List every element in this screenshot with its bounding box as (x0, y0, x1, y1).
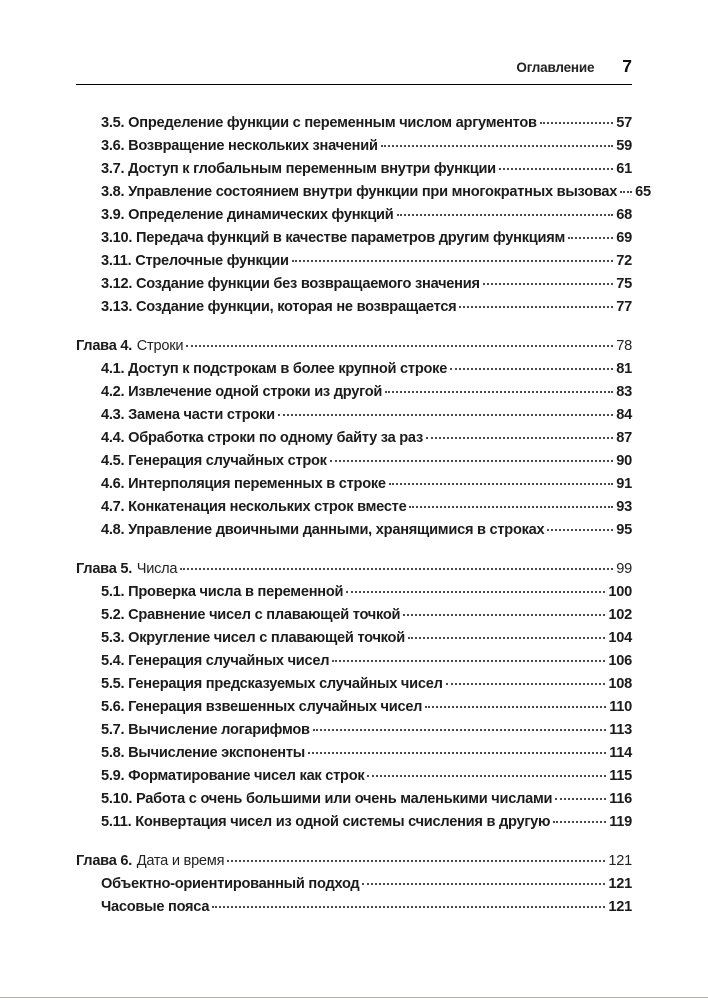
header-page-number: 7 (622, 56, 632, 76)
dot-leader (330, 460, 614, 462)
toc-chapter-title: Числа (136, 561, 178, 577)
toc-page-number: 69 (616, 230, 632, 246)
dot-leader (409, 506, 613, 508)
toc-entry-row (76, 158, 632, 181)
dot-leader (186, 345, 613, 347)
toc-chapter-prefix: Глава 5. (76, 561, 133, 577)
toc-chapter-prefix: Глава 6. (76, 853, 133, 869)
dot-leader (278, 414, 613, 416)
toc-page-number: 57 (616, 115, 632, 131)
toc-entry-label: 3.8. Управление состоянием внутри функции при многократных вызовах (101, 184, 618, 200)
toc-entry-label: 4.1. Доступ к подстрокам в более крупной строке (101, 361, 448, 377)
toc-entry-row (76, 896, 632, 919)
toc-page-number: 61 (616, 161, 632, 177)
dot-leader (362, 883, 605, 885)
toc-entry-label: 5.5. Генерация предсказуемых случайных чисел (101, 676, 443, 692)
toc-entry-label: 3.13. Создание функции, которая не возвращается (101, 299, 457, 315)
toc-entry-row (76, 204, 632, 227)
toc-entry-label: Часовые пояса (101, 899, 210, 915)
toc-entry-label: 4.2. Извлечение одной строки из другой (101, 384, 383, 400)
toc-entry-row (76, 358, 632, 381)
toc-entry-label: 3.11. Стрелочные функции (101, 253, 289, 269)
toc-entry-row (76, 181, 651, 204)
toc-page-number: 113 (609, 722, 632, 738)
dot-leader (483, 283, 614, 285)
toc-entry-label: 3.9. Определение динамических функций (101, 207, 394, 223)
toc-entry-row (76, 788, 632, 811)
toc-entry-row (76, 604, 632, 627)
dot-leader (332, 660, 605, 662)
toc-entry-label: 5.2. Сравнение чисел с плавающей точкой (101, 607, 401, 623)
toc-page-number: 110 (609, 699, 632, 715)
toc-entry-row (76, 742, 632, 765)
toc-chapter-row (76, 335, 632, 358)
toc-entry-label: 3.6. Возвращение нескольких значений (101, 138, 378, 154)
toc-page-number: 87 (616, 430, 632, 446)
toc-entry-label: 4.3. Замена части строки (101, 407, 275, 423)
toc-entry-label: 3.10. Передача функций в качестве параметров другим функциям (101, 230, 566, 246)
dot-leader (425, 706, 606, 708)
dot-leader (389, 483, 613, 485)
header-rule (76, 84, 632, 85)
toc-entry-row (76, 519, 632, 542)
toc-page-number: 116 (609, 791, 632, 807)
toc-chapter-label (76, 335, 183, 358)
dot-leader (540, 122, 614, 124)
toc-chapter-title: Дата и время (136, 853, 225, 869)
toc-entry-label: 5.1. Проверка числа в переменной (101, 584, 344, 600)
page-header (76, 56, 632, 77)
toc-page-number: 114 (609, 745, 632, 761)
toc-entry-row (76, 473, 632, 496)
dot-leader (450, 368, 613, 370)
dot-leader (459, 306, 613, 308)
toc-page-number: 100 (608, 584, 632, 600)
dot-leader (620, 191, 632, 193)
dot-leader (568, 237, 613, 239)
dot-leader (499, 168, 613, 170)
toc-chapter-title: Строки (136, 338, 184, 354)
toc-entry-label: 5.8. Вычисление экспоненты (101, 745, 305, 761)
toc-chapter-label (76, 850, 224, 873)
dot-leader (381, 145, 614, 147)
toc-entry-row (76, 719, 632, 742)
toc-entry-label: 3.12. Создание функции без возвращаемого значения (101, 276, 480, 292)
toc-page-number: 121 (608, 853, 632, 869)
toc-entry-row (76, 135, 632, 158)
toc-entry-row (76, 296, 632, 319)
dot-leader (547, 529, 613, 531)
toc-entry-label: 5.9. Форматирование чисел как строк (101, 768, 365, 784)
dot-leader (180, 568, 613, 570)
toc-page-number: 81 (616, 361, 632, 377)
toc-entry-label: 4.5. Генерация случайных строк (101, 453, 327, 469)
toc-entry-label: 3.7. Доступ к глобальным переменным внутри функции (101, 161, 496, 177)
dot-leader (397, 214, 614, 216)
dot-leader (385, 391, 613, 393)
toc-page-number: 99 (616, 561, 632, 577)
dot-leader (313, 729, 606, 731)
toc-entry-label: 4.8. Управление двоичными данными, хранящимися в строках (101, 522, 545, 538)
toc-list (76, 112, 651, 919)
dot-leader (212, 906, 605, 908)
toc-entry-label: 5.10. Работа с очень большими или очень маленькими числами (101, 791, 553, 807)
toc-page-number: 68 (616, 207, 632, 223)
toc-page-number: 77 (616, 299, 632, 315)
toc-page-number: 59 (616, 138, 632, 154)
toc-entry-row (76, 650, 632, 673)
toc-chapter-label (76, 558, 177, 581)
dot-leader (367, 775, 606, 777)
toc-entry-row (76, 427, 632, 450)
dot-leader (346, 591, 605, 593)
toc-page-number: 90 (616, 453, 632, 469)
page-bottom-edge (0, 997, 708, 998)
dot-leader (292, 260, 614, 262)
toc-entry-row (76, 404, 632, 427)
toc-page-number: 121 (608, 899, 632, 915)
toc-entry-row (76, 673, 632, 696)
toc-page-number: 95 (616, 522, 632, 538)
toc-entry-label: 5.6. Генерация взвешенных случайных чисел (101, 699, 423, 715)
toc-chapter-prefix: Глава 4. (76, 338, 133, 354)
toc-entry-row (76, 765, 632, 788)
toc-entry-row (76, 696, 632, 719)
toc-chapter-row (76, 558, 632, 581)
toc-entry-row (76, 450, 632, 473)
dot-leader (446, 683, 606, 685)
toc-page-number: 91 (616, 476, 632, 492)
toc-entry-row (76, 381, 632, 404)
toc-entry-row (76, 627, 632, 650)
toc-page-number: 83 (616, 384, 632, 400)
toc-entry-label: 4.4. Обработка строки по одному байту за раз (101, 430, 423, 446)
toc-page-number: 65 (635, 184, 651, 200)
toc-page-number: 93 (616, 499, 632, 515)
toc-page-number: 121 (608, 876, 632, 892)
toc-entry-row (76, 581, 632, 604)
toc-entry-row (76, 273, 632, 296)
toc-entry-label: 5.7. Вычисление логарифмов (101, 722, 310, 738)
toc-entry-row (76, 811, 632, 834)
toc-page-number: 115 (609, 768, 632, 784)
dot-leader (426, 437, 613, 439)
toc-page-number: 75 (616, 276, 632, 292)
toc-entry-row (76, 227, 632, 250)
toc-entry-label: Объектно-ориентированный подход (101, 876, 360, 892)
toc-entry-row (76, 496, 632, 519)
toc-page-number: 119 (609, 814, 632, 830)
toc-entry-label: 5.11. Конвертация чисел из одной системы счисления в другую (101, 814, 551, 830)
toc-entry-label: 4.7. Конкатенация нескольких строк вместе (101, 499, 407, 515)
toc-entry-row (76, 112, 632, 135)
toc-page-number: 72 (616, 253, 632, 269)
toc-page-number: 84 (616, 407, 632, 423)
dot-leader (555, 798, 606, 800)
dot-leader (553, 821, 606, 823)
toc-entry-label: 5.4. Генерация случайных чисел (101, 653, 330, 669)
toc-page-number: 104 (608, 630, 632, 646)
toc-entry-label: 5.3. Округление чисел с плавающей точкой (101, 630, 405, 646)
toc-chapter-row (76, 850, 632, 873)
toc-entry-label: 4.6. Интерполяция переменных в строке (101, 476, 386, 492)
dot-leader (308, 752, 606, 754)
toc-entry-row (76, 250, 632, 273)
toc-entry-label: 3.5. Определение функции с переменным числом аргументов (101, 115, 537, 131)
toc-page-number: 106 (608, 653, 632, 669)
toc-page-number: 78 (616, 338, 632, 354)
toc-entry-row (76, 873, 632, 896)
dot-leader (403, 614, 605, 616)
dot-leader (408, 637, 605, 639)
dot-leader (227, 860, 605, 862)
toc-page-number: 102 (608, 607, 632, 623)
toc-page-number: 108 (608, 676, 632, 692)
header-title: Оглавление (516, 60, 595, 75)
